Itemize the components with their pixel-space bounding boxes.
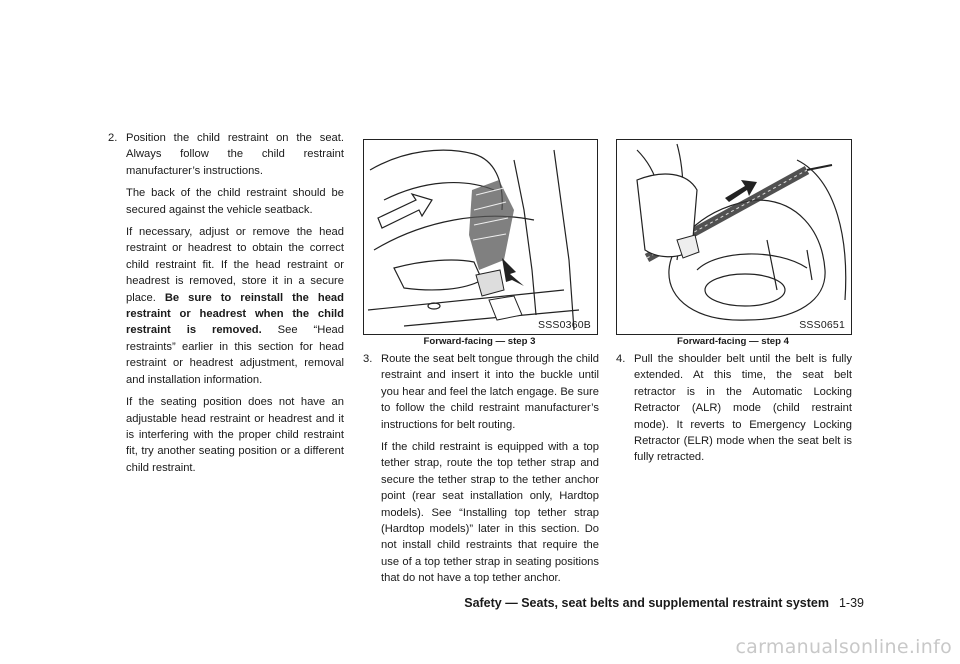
step-2-alternate-note: If the seating position does not have an adjustable head restraint or headrest and it is interfering with the proper child restraint fit, try another seating position or a different child restraint. (126, 396, 344, 474)
step-2-headrest-note (100, 224, 344, 388)
step-3-text: Route the seat belt tongue through the child restraint and insert it into the buckle until you hear and feel the latch engage. Be sure to follow the child restraint manufacturer’s instructions for belt routing. (381, 353, 599, 431)
middle-column (355, 351, 599, 593)
figure-code: SSS0360B (538, 319, 591, 331)
step-3-illustration (364, 140, 597, 334)
figure-caption: Forward-facing — step 4 (677, 336, 789, 347)
figure-step-4 (616, 139, 852, 335)
step-4-text: Pull the shoulder belt until the belt is fully extended. At this time, the seat belt retractor is in the Automatic Locking Retractor (ALR) mode (child restraint mode). It reverts to Emergency Locking Retractor (ELR) mode when the seat belt is fully retracted. (634, 353, 852, 464)
page-footer (464, 596, 864, 610)
figure-step-3 (363, 139, 598, 335)
step-4-paragraph (608, 351, 852, 466)
step-3-paragraph (355, 351, 599, 433)
page-number: 1-39 (838, 596, 864, 610)
headrest-warning: Be sure to reinstall the head restraint or headrest when the child restraint is removed. (126, 291, 344, 337)
step-3-number: 3. (363, 353, 373, 365)
headrest-text-b: See “Head restraints” earlier in this section for head restraint or headrest adjustment, removal and installation information. (126, 324, 344, 386)
step-2-number: 2. (108, 132, 118, 144)
headrest-text-a: If necessary, adjust or remove the head restraint or headrest to obtain the correct child restraint fit. If the head restraint or headrest is removed, store it in a secure place. (126, 226, 344, 304)
figure-caption: Forward-facing — step 3 (423, 336, 536, 347)
watermark: carmanualsonline.info (735, 636, 952, 658)
left-column (100, 130, 344, 482)
section-title: Safety — Seats, seat belts and supplemental restraint system (464, 596, 829, 610)
step-4-number: 4. (616, 353, 626, 365)
figure-code: SSS0651 (799, 319, 845, 331)
step-2-paragraph (100, 130, 344, 179)
step-3-tether-note: If the child restraint is equipped with a top tether strap, route the top tether strap and secure the tether strap to the tether anchor point (rear seat installation only, Hardtop models). See “Installing top tether strap (Hardtop models)” later in this section. Do not install child restraints that require the use of a top tether strap in seating positions that do not have a top tether anchor. (381, 441, 599, 585)
step-4-illustration (617, 140, 851, 334)
right-column (608, 351, 852, 472)
step-2-seatback-note: The back of the child restraint should be secured against the vehicle seatback. (126, 187, 344, 216)
step-2-text: Position the child restraint on the seat. Always follow the child restraint manufacturer’s instructions. (126, 132, 344, 177)
